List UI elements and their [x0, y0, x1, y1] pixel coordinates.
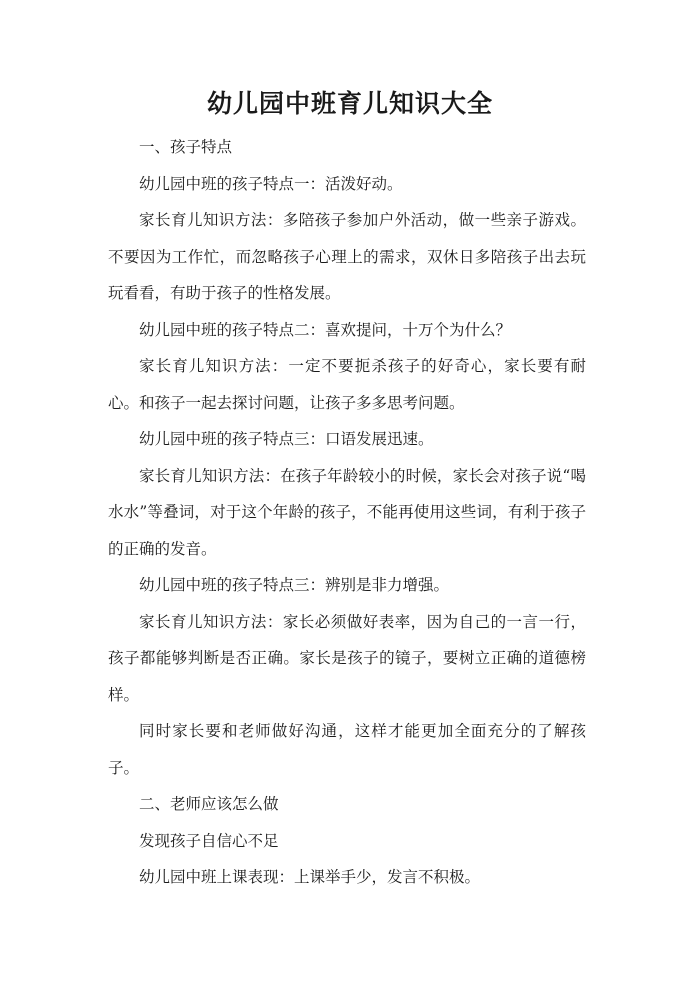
paragraph: 幼儿园中班的孩子特点三：辨别是非力增强。 [139, 576, 450, 594]
paragraph: 幼儿园中班的孩子特点一：活泼好动。 [139, 174, 403, 193]
paragraph: 家长育儿知识方法：家长必须做好表率，因为自己的一言一行，孩子都能够判断是否正确。家长是孩子的镜子，要树立正确的道德榜样。 [108, 612, 586, 704]
section-heading-teacher: 二、老师应该怎么做 [139, 795, 279, 813]
paragraph: 幼儿园中班的孩子特点二：喜欢提问，十万个为什么？ [139, 320, 512, 339]
paragraph: 家长育儿知识方法：在孩子年龄较小的时候，家长会对孩子说“喝水水”等叠词，对于这个年龄的孩子，不能再使用这些词，有利于孩子的正确的发音。 [108, 466, 586, 558]
paragraph: 幼儿园中班上课表现：上课举手少，发言不积极。 [139, 868, 481, 886]
section-heading-characteristics: 一、孩子特点 [139, 138, 233, 156]
paragraph: 幼儿园中班的孩子特点三：口语发展迅速。 [139, 430, 434, 448]
paragraph: 发现孩子自信心不足 [139, 831, 279, 850]
paragraph: 家长育儿知识方法：多陪孩子参加户外活动，做一些亲子游戏。不要因为工作忙，而忽略孩子心理上的需求，双休日多陪孩子出去玩玩看看，有助于孩子的性格发展。 [108, 211, 586, 302]
document-body [108, 129, 586, 896]
document-title: 幼儿园中班育儿知识大全 [206, 89, 493, 118]
paragraph: 家长育儿知识方法：一定不要扼杀孩子的好奇心，家长要有耐心。和孩子一起去探讨问题，让孩子多多思考问题。 [108, 357, 586, 412]
paragraph: 同时家长要和老师做好沟通，这样才能更加全面充分的了解孩子。 [108, 722, 586, 777]
